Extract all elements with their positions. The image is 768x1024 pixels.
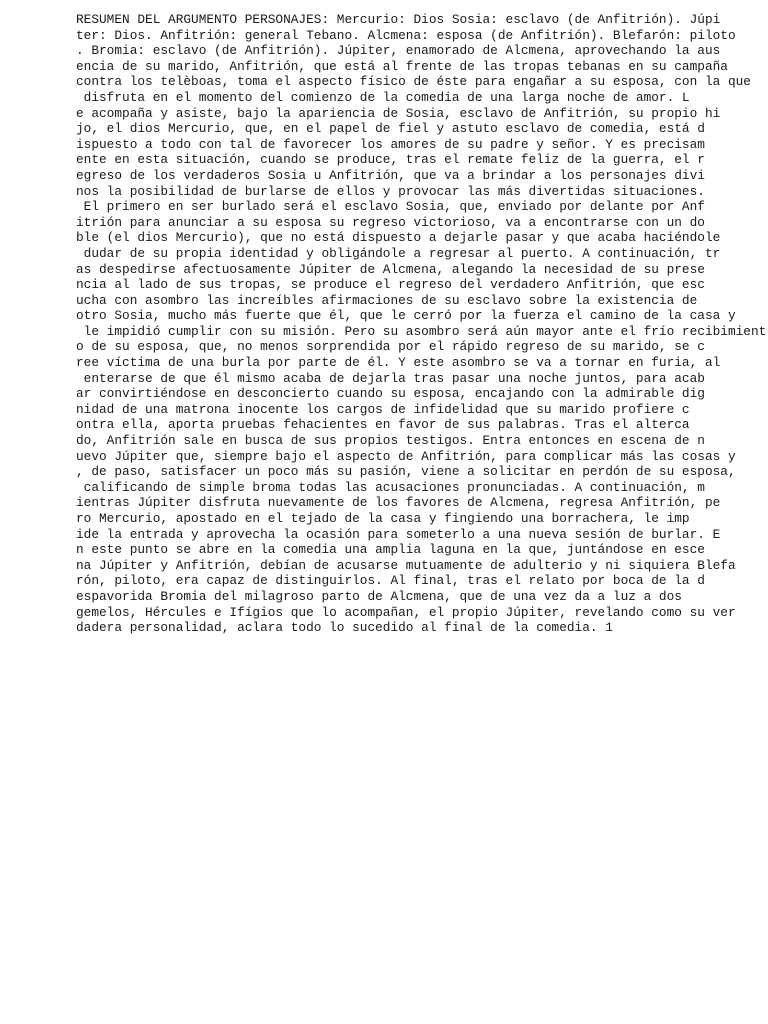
text-line: ientras Júpiter disfruta nuevamente de los favores de Alcmena, regresa Anfitrión, pe <box>76 495 721 511</box>
text-line: dudar de su propia identidad y obligándole a regresar al puerto. A continuación, tr <box>76 245 721 261</box>
text-line: ontra ella, aporta pruebas fehacientes en favor de sus palabras. Tras el alterca <box>76 417 690 433</box>
text-line: , de paso, satisfacer un poco más su pasión, viene a solicitar en perdón de su esposa, <box>76 464 736 480</box>
text-line: espavorida Bromia del milagroso parto de Alcmena, que de una vez da a luz a dos <box>76 588 682 604</box>
text-line: jo, el dios Mercurio, que, en el papel de fiel y astuto esclavo de comedia, está d <box>76 121 705 137</box>
text-line: . Bromia: esclavo (de Anfitrión). Júpiter, enamorado de Alcmena, aprovechando la aus <box>76 43 721 59</box>
text-line: ble (el dios Mercurio), que no está dispuesto a dejarle pasar y que acaba haciéndole <box>76 230 721 246</box>
text-line: otro Sosia, mucho más fuerte que él, que le cerró por la fuerza el camino de la casa y <box>76 308 736 324</box>
text-line: nos la posibilidad de burlarse de ellos y provocar las más divertidas situaciones. <box>76 183 705 199</box>
text-line: rón, piloto, era capaz de distinguirlos. Al final, tras el relato por boca de la d <box>76 573 705 589</box>
text-line: egreso de los verdaderos Sosia u Anfitrión, que va a brindar a los personajes divi <box>76 167 705 183</box>
text-line: ar convirtiéndose en desconcierto cuando su esposa, encajando con la admirable dig <box>76 386 705 402</box>
text-line: ncia al lado de sus tropas, se produce el regreso del verdadero Anfitrión, que esc <box>76 277 705 293</box>
text-line: as despedirse afectuosamente Júpiter de Alcmena, alegando la necesidad de su prese <box>76 261 705 277</box>
text-line: e acompaña y asiste, bajo la apariencia de Sosia, esclavo de Anfitrión, su propio hi <box>76 105 721 121</box>
text-line: enterarse de que él mismo acaba de dejarla tras pasar una noche juntos, para acab <box>76 370 705 386</box>
text-line: ide la entrada y aprovecha la ocasión para someterlo a una nueva sesión de burlar. E <box>76 526 721 542</box>
text-line: le impidió cumplir con su misión. Pero su asombro será aún mayor ante el frío recibimient <box>76 323 767 339</box>
text-line: dadera personalidad, aclara todo lo sucedido al final de la comedia. 1 <box>76 620 613 636</box>
text-line: ro Mercurio, apostado en el tejado de la casa y fingiendo una borrachera, le imp <box>76 511 690 526</box>
text-line: ter: Dios. Anfitrión: general Tebano. Alcmena: esposa (de Anfitrión). Blefarón: piloto <box>76 27 736 43</box>
text-line: ente en esta situación, cuando se produce, tras el remate feliz de la guerra, el r <box>76 152 705 168</box>
text-line: n este punto se abre en la comedia una amplia laguna en la que, juntándose en esce <box>76 542 705 558</box>
text-line: encia de su marido, Anfitrión, que está al frente de las tropas tebanas en su campaña <box>76 58 728 74</box>
text-line: na Júpiter y Anfitrión, debían de acusarse mutuamente de adulterio y ni siquiera Blefa <box>76 557 736 573</box>
text-line: do, Anfitrión sale en busca de sus propios testigos. Entra entonces en escena de n <box>76 433 705 449</box>
text-line: contra los telèboas, toma el aspecto físico de éste para engañar a su esposa, con la que <box>76 74 751 90</box>
text-line: uevo Júpiter que, siempre bajo el aspecto de Anfitrión, para complicar más las cosas y <box>76 448 736 464</box>
text-line: RESUMEN DEL ARGUMENTO PERSONAJES: Mercurio: Dios Sosia: esclavo (de Anfitrión). Júpi <box>76 12 721 27</box>
text-line: nidad de una matrona inocente los cargos de infidelidad que su marido profiere c <box>76 401 690 417</box>
text-line: ucha con asombro las increíbles afirmaciones de su esclavo sobre la existencia de <box>76 292 698 308</box>
document-body-text <box>76 12 766 636</box>
text-line: itrión para anunciar a su esposa su regreso victorioso, va a encontrarse con un do <box>76 214 705 230</box>
text-line: calificando de simple broma todas las acusaciones pronunciadas. A continuación, m <box>76 479 705 495</box>
text-line: El primero en ser burlado será el esclavo Sosia, que, enviado por delante por Anf <box>76 199 705 215</box>
text-line: disfruta en el momento del comienzo de la comedia de una larga noche de amor. L <box>76 89 690 105</box>
text-line: ispuesto a todo con tal de favorecer los amores de su padre y señor. Y es precisam <box>76 136 705 152</box>
text-line: gemelos, Hércules e Ifígios que lo acompañan, el propio Júpiter, revelando como su ver <box>76 604 736 620</box>
text-line: o de su esposa, que, no menos sorprendida por el rápido regreso de su marido, se c <box>76 339 705 355</box>
text-line: ree víctima de una burla por parte de él. Y este asombro se va a tornar en furia, al <box>76 355 721 371</box>
